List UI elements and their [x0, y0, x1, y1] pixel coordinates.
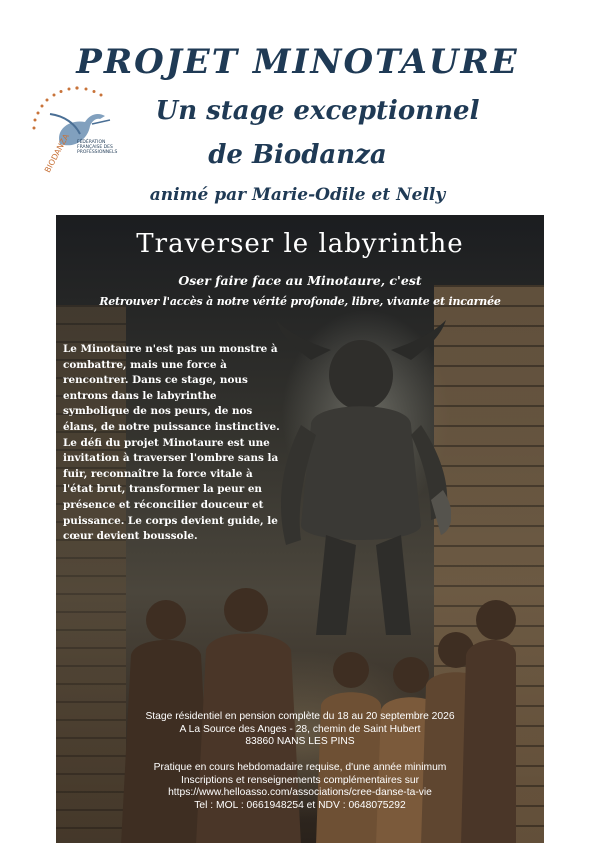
page-subtitle-line1: Un stage exceptionnel — [155, 96, 480, 126]
biodanza-logo — [30, 84, 125, 179]
registration-text: Inscriptions et renseignements complémentaires sur — [180, 774, 420, 786]
prerequisite-text: Pratique en cours hebdomadaire requise, d'une année minimum — [153, 762, 447, 773]
poster-body-text — [63, 342, 281, 545]
page-subtitle-line2: de Biodanza — [208, 140, 387, 170]
logo-word: BIODANZA — [43, 132, 71, 175]
contact-phones: Tel : MOL : 0661948254 et NDV : 0648075292 — [194, 799, 406, 811]
event-details — [56, 711, 544, 749]
page-title: PROJET MINOTAURE — [76, 42, 519, 82]
event-dates: Stage résidentiel en pension complète du 18 au 20 septembre 2026 — [145, 711, 455, 722]
registration-details — [56, 762, 544, 812]
poster-subheading-2: Retrouver l'accès à notre vérité profonde, libre, vivante et incarnée — [99, 295, 501, 308]
logo-subtext: FÉDÉRATION FRANÇAISE DES PROFESSIONNELS — [77, 140, 118, 155]
poster-image — [56, 215, 544, 843]
body-paragraph-1: Le Minotaure n'est pas un monstre à combattre, mais une force à rencontrer. Dans ce stage, nous entrons dans le labyrinthe symbolique de nos peurs, de nos élans, de notre puissance instinctive. — [63, 343, 280, 433]
event-city: 83860 NANS LES PINS — [245, 736, 355, 748]
registration-link[interactable]: https://www.helloasso.com/associations/cree-danse-ta-vie — [168, 787, 432, 799]
event-address: A La Source des Anges - 28, chemin de Saint Hubert — [179, 723, 421, 735]
poster-subheading-1: Oser faire face au Minotaure, c'est — [178, 273, 422, 288]
hosts-line: animé par Marie-Odile et Nelly — [149, 185, 446, 205]
poster-headline: Traverser le labyrinthe — [136, 229, 464, 259]
body-paragraph-2: Le défi du projet Minotaure est une invitation à traverser l'ombre sans la fuir, reconnaître la force vitale à l'état brut, transformer la peur en présence et réconcilier douceur et puissance. Le corps devient guide, le cœur devient boussole. — [63, 436, 279, 543]
